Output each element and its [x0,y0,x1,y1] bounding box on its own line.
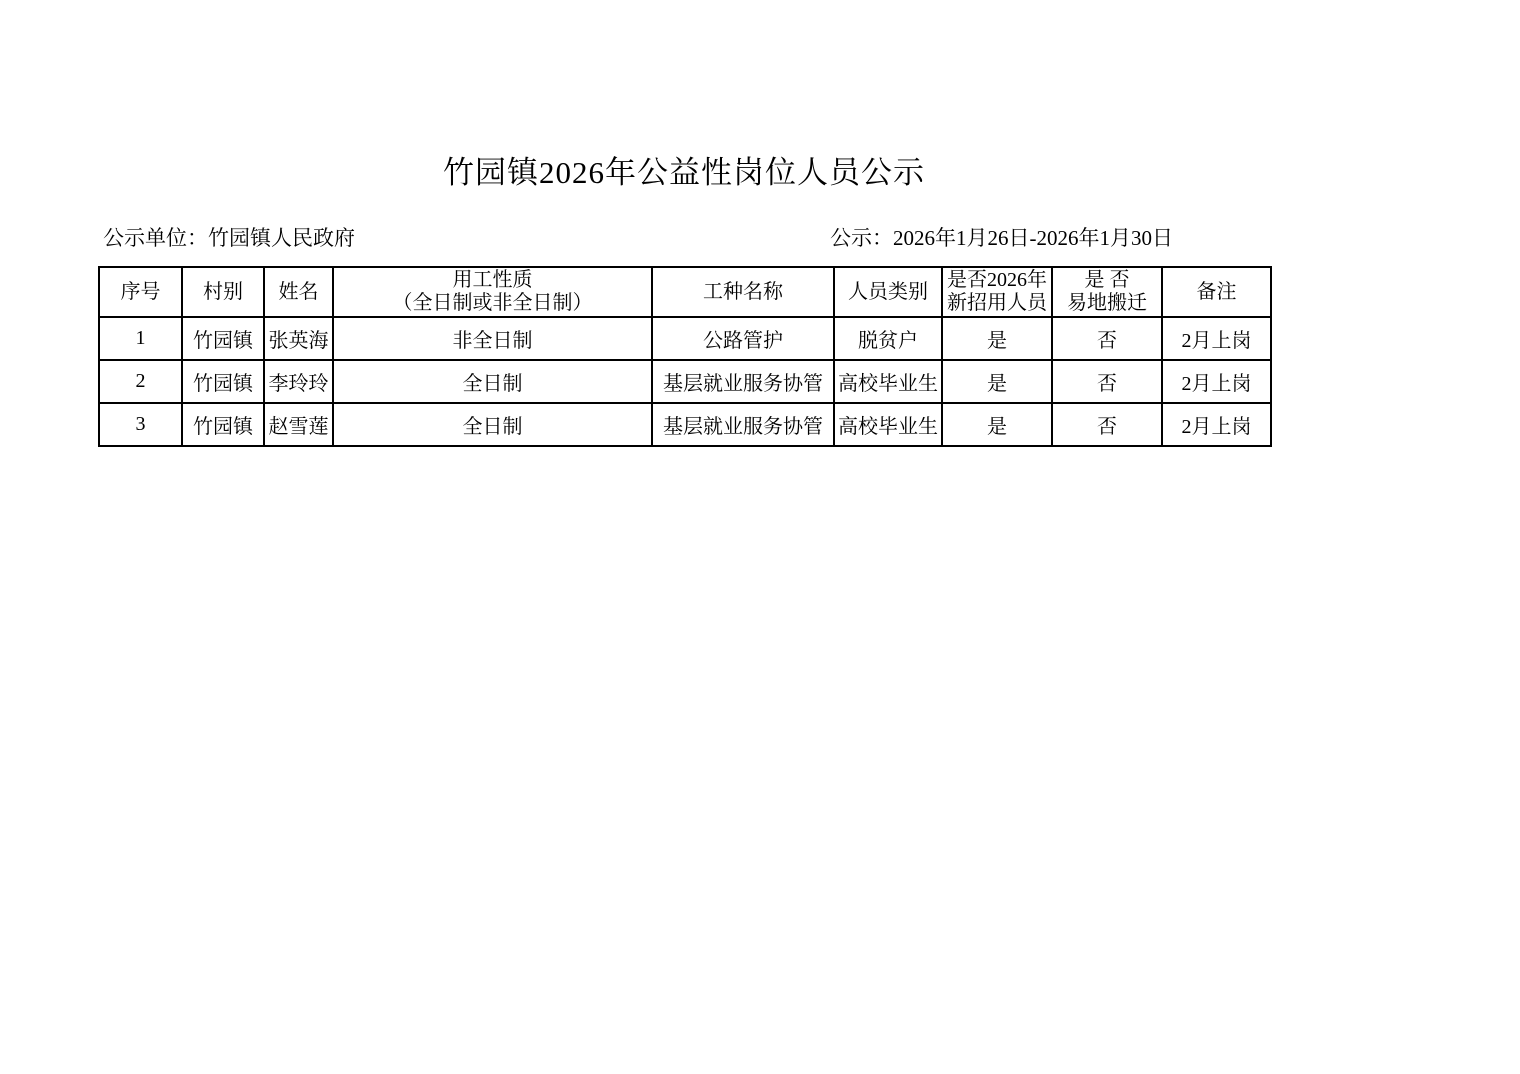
table-cell: 2月上岗 [1162,317,1271,360]
col-header-label: 工种名称 [703,280,783,303]
table-cell: 2月上岗 [1162,360,1271,403]
col-header-label-line1: 是 否 [1084,269,1130,291]
col-header-label: 序号 [120,280,161,303]
table-header-row [99,267,1271,317]
table-cell: 否 [1052,317,1162,360]
table-cell: 否 [1052,403,1162,446]
page-title: 竹园镇2026年公益性岗位人员公示 [443,155,925,190]
table-cell: 是 [942,360,1052,403]
table-cell: 赵雪莲 [264,403,333,446]
table-cell: 高校毕业生 [834,360,942,403]
publisher-label: 公示单位：竹园镇人民政府 [103,226,355,250]
table-cell: 公路管护 [652,317,834,360]
col-header-label-line2: 新招用人员 [947,292,1047,314]
col-header-label: 人员类别 [848,280,928,303]
table-cell: 非全日制 [333,317,652,360]
col-header-employment-type [333,267,652,317]
table-cell: 高校毕业生 [834,403,942,446]
col-header-label: 备注 [1196,280,1237,303]
table-row [99,360,1271,403]
table-cell: 否 [1052,360,1162,403]
col-header-label-line2: （全日制或非全日制） [392,292,593,314]
table-cell: 竹园镇 [182,360,264,403]
col-header-label-line2: 易地搬迁 [1067,292,1147,314]
table-cell: 基层就业服务协管 [652,360,834,403]
table-body [99,317,1271,446]
col-header-label-line1: 用工性质 [452,269,533,291]
col-header-new-hire-2026 [942,267,1052,317]
table-cell: 李玲玲 [264,360,333,403]
col-header-relocation [1052,267,1162,317]
table-cell: 是 [942,317,1052,360]
table-cell: 2月上岗 [1162,403,1271,446]
col-header-label-line1: 是否2026年 [947,269,1047,291]
table-cell: 竹园镇 [182,403,264,446]
table-cell: 2 [99,360,182,403]
table-cell: 3 [99,403,182,446]
table-cell: 全日制 [333,360,652,403]
col-header-name [264,267,333,317]
table-row [99,317,1271,360]
col-header-village [182,267,264,317]
table-cell: 1 [99,317,182,360]
col-header-label: 姓名 [278,280,319,303]
col-header-seq [99,267,182,317]
table-row [99,403,1271,446]
publicity-period-label: 公示：2026年1月26日-2026年1月30日 [830,226,1173,250]
col-header-remarks [1162,267,1271,317]
table-cell: 张英海 [264,317,333,360]
table-cell: 脱贫户 [834,317,942,360]
col-header-label: 村别 [203,280,243,303]
meta-row [98,222,1270,252]
table-cell: 全日制 [333,403,652,446]
col-header-person-category [834,267,942,317]
table-cell: 是 [942,403,1052,446]
positions-table [98,266,1272,447]
table-cell: 竹园镇 [182,317,264,360]
col-header-job-title [652,267,834,317]
table-cell: 基层就业服务协管 [652,403,834,446]
